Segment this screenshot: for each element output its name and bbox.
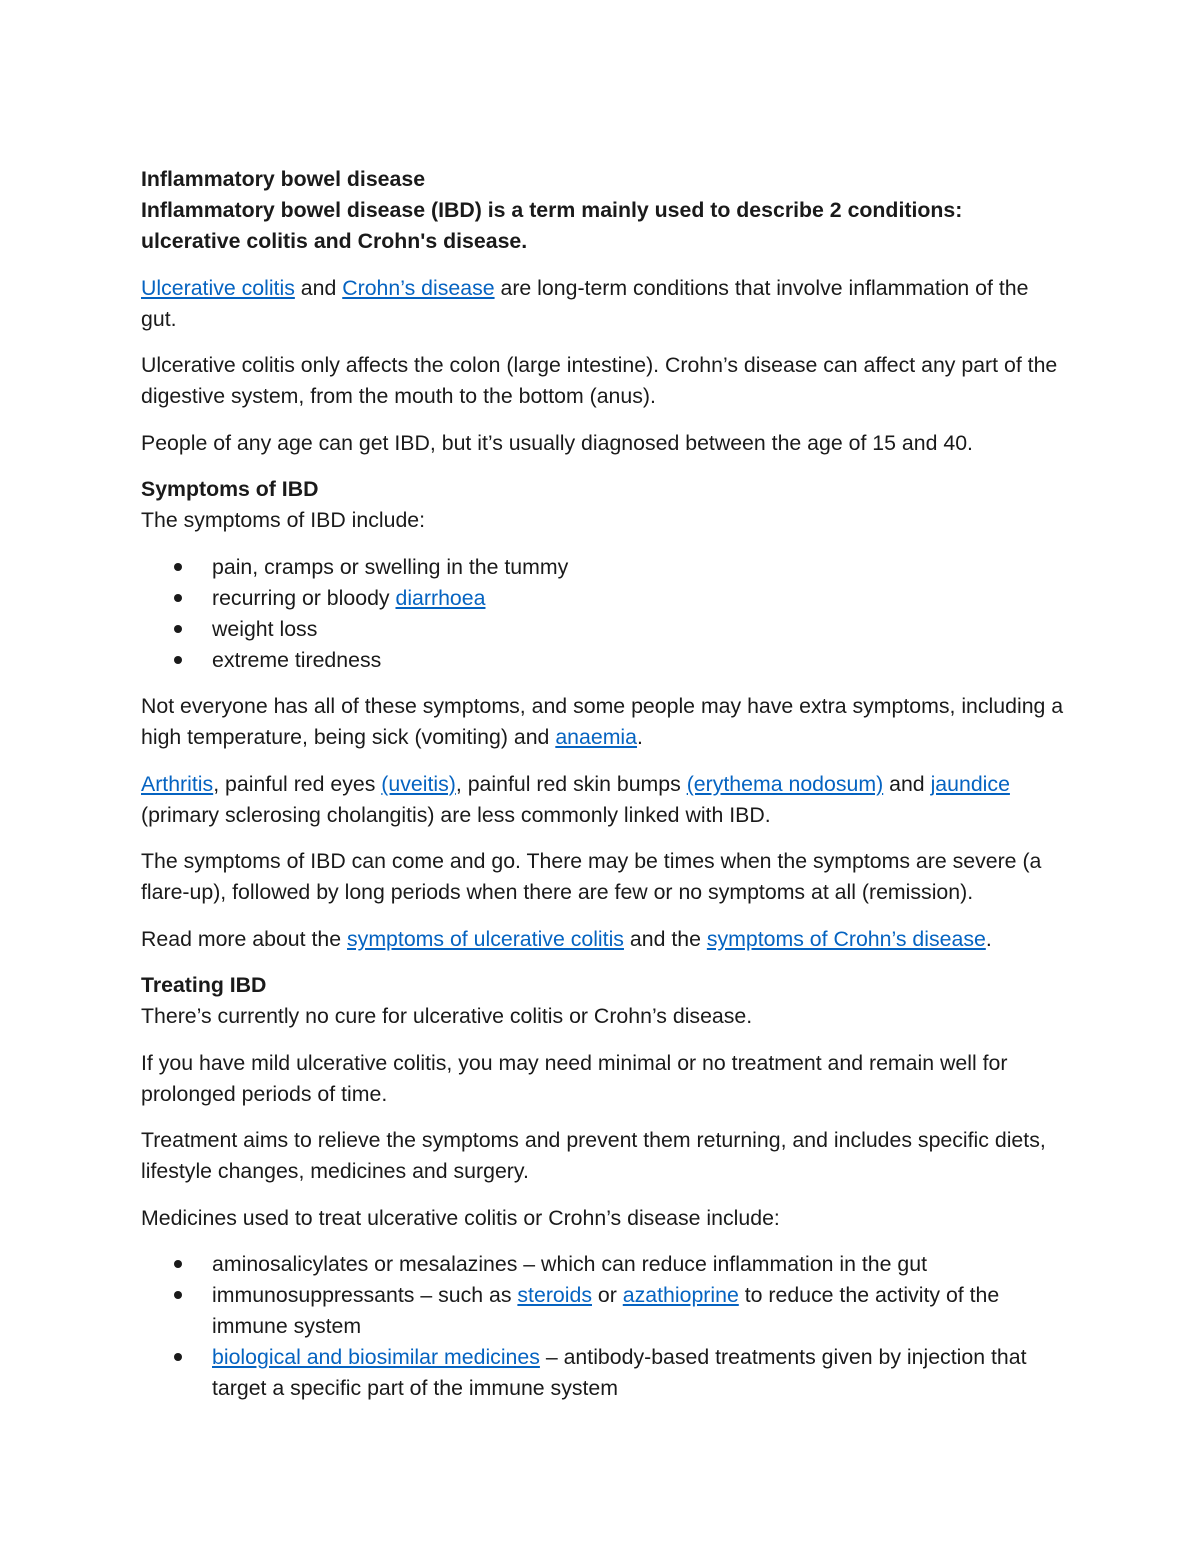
list-item: weight loss (141, 614, 1066, 645)
link-ulcerative-colitis[interactable]: Ulcerative colitis (141, 275, 295, 300)
text-segment: and (883, 771, 931, 796)
list-item: aminosalicylates or mesalazines – which can reduce inflammation in the gut (141, 1249, 1066, 1280)
link-symptoms-crohns-disease[interactable]: symptoms of Crohn’s disease (706, 926, 986, 951)
paragraph-age: People of any age can get IBD, but it’s usually diagnosed between the age of 15 and 40. (141, 430, 973, 455)
link-anaemia[interactable]: anaemia (555, 725, 638, 749)
list-item (141, 1342, 1066, 1404)
text-segment: to reduce the activity of the immune system (212, 1283, 1000, 1338)
symptoms-lead: The symptoms of IBD include: (141, 508, 426, 532)
link-erythema-nodosum[interactable]: (erythema nodosum) (686, 771, 884, 796)
text-segment: , painful red eyes (213, 771, 382, 796)
paragraph-read-more (141, 924, 1066, 955)
link-azathioprine[interactable]: azathioprine (622, 1283, 739, 1307)
text-segment: are long-term conditions that involve inflammation of the gut. (141, 275, 1029, 331)
medicines-list (141, 1249, 1066, 1404)
paragraph-medicines: Medicines used to treat ulcerative colitis or Crohn’s disease include: (141, 1205, 780, 1230)
text-segment: immunosuppressants – such as (212, 1283, 518, 1307)
text-segment: Not everyone has all of these symptoms, and some people may have extra symptoms, including a high temperature, being sick (vomiting) and (141, 694, 1064, 749)
list-item: pain, cramps or swelling in the tummy (141, 552, 1066, 583)
text-segment: and (294, 275, 343, 300)
text-segment: . (985, 926, 992, 951)
text-segment: or (591, 1283, 623, 1307)
link-crohns-disease[interactable]: Crohn’s disease (342, 275, 495, 300)
list-item: extreme tiredness (141, 645, 1066, 676)
link-symptoms-ulcerative-colitis[interactable]: symptoms of ulcerative colitis (347, 926, 624, 951)
text-segment: Read more about the (141, 926, 348, 951)
link-jaundice[interactable]: jaundice (930, 771, 1010, 796)
paragraph-aims: Treatment aims to relieve the symptoms and prevent them returning, and includes specific diets, lifestyle changes, medicines and surgery. (141, 1128, 1046, 1183)
paragraph-extra-symptoms (141, 691, 1066, 753)
paragraph-conditions (141, 273, 1066, 335)
heading-treating: Treating IBD (141, 973, 267, 997)
document-body (141, 164, 1066, 1420)
link-biological-medicines[interactable]: biological and biosimilar medicines (212, 1345, 540, 1369)
link-steroids[interactable]: steroids (517, 1283, 592, 1307)
text-segment: and the (623, 926, 707, 951)
text-segment: recurring or bloody (212, 585, 396, 610)
list-item (141, 583, 1066, 614)
text-segment: – antibody-based treatments given by injection that target a specific part of the immune system (212, 1345, 1027, 1400)
text-segment: , painful red skin bumps (455, 771, 687, 796)
heading-symptoms: Symptoms of IBD (141, 477, 319, 501)
symptoms-list (141, 552, 1066, 676)
paragraph-colon: Ulcerative colitis only affects the colon (large intestine). Crohn’s disease can affect any part of the digestive system, from the mouth to the bottom (anus). (141, 353, 1058, 408)
paragraph-mild: If you have mild ulcerative colitis, you may need minimal or no treatment and remain well for prolonged periods of time. (141, 1050, 1008, 1106)
treating-lead: There’s currently no cure for ulcerative colitis or Crohn’s disease. (141, 1004, 753, 1028)
link-arthritis[interactable]: Arthritis (141, 771, 214, 796)
list-item (141, 1280, 1066, 1342)
document-title: Inflammatory bowel disease (141, 167, 426, 191)
link-diarrhoea[interactable]: diarrhoea (395, 585, 486, 610)
intro-paragraph: Inflammatory bowel disease (IBD) is a term mainly used to describe 2 conditions: ulcerative colitis and Crohn's disease. (141, 198, 963, 253)
link-uveitis[interactable]: (uveitis) (381, 771, 456, 796)
text-segment: . (637, 725, 643, 749)
paragraph-come-and-go: The symptoms of IBD can come and go. There may be times when the symptoms are severe (a flare-up), followed by long periods when there are few or no symptoms at all (remission). (141, 849, 1042, 904)
paragraph-less-common (141, 769, 1066, 831)
text-segment: (primary sclerosing cholangitis) are less commonly linked with IBD. (141, 802, 771, 827)
